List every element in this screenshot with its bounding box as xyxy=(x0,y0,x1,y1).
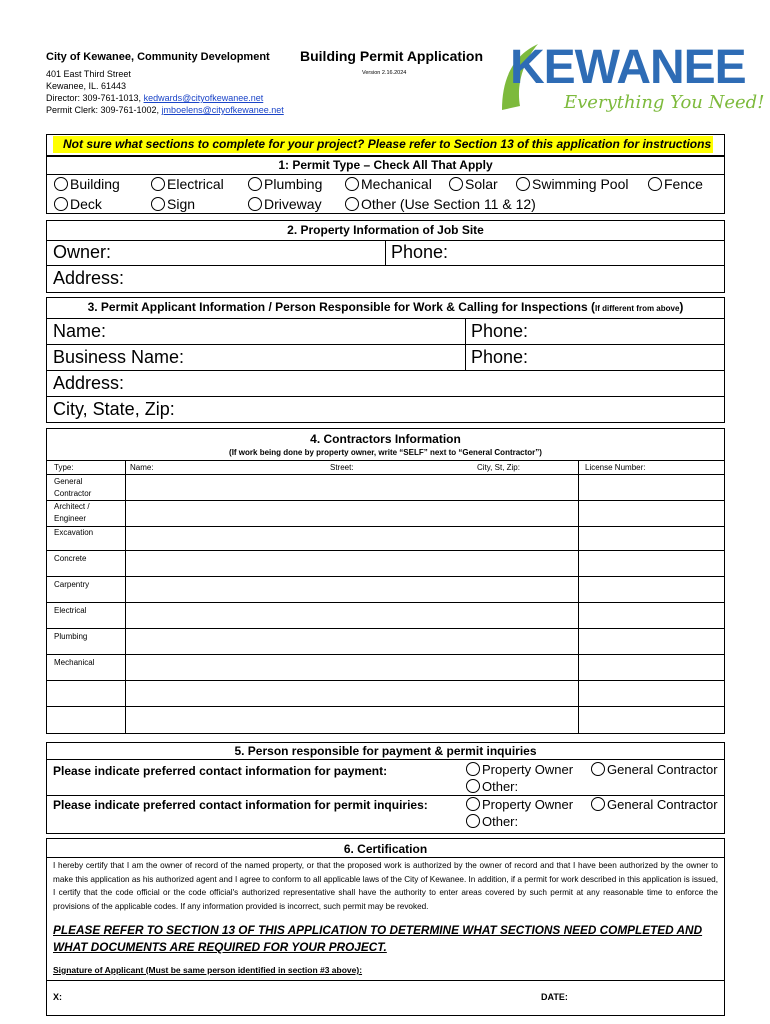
clerk-label: Permit Clerk: 309-761-1002, xyxy=(46,105,162,115)
applicant-name-field[interactable]: Name: xyxy=(53,321,107,341)
divider xyxy=(46,759,725,760)
applicant-city-field[interactable]: City, State, Zip: xyxy=(53,399,175,419)
option-fence[interactable]: Fence xyxy=(648,176,703,192)
notice-text: Not sure what sections to complete for your project? Please refer to Section 13 of this application for instructions xyxy=(53,136,713,153)
payment-contact-label: Please indicate preferred contact information for payment: xyxy=(53,764,388,778)
section-5-title: 5. Person responsible for payment & permit inquiries xyxy=(234,744,537,758)
divider xyxy=(46,550,725,551)
radio-icon[interactable] xyxy=(648,177,662,191)
radio-icon[interactable] xyxy=(466,762,480,776)
kewanee-logo xyxy=(498,40,765,118)
radio-icon[interactable] xyxy=(466,797,480,811)
radio-icon[interactable] xyxy=(54,177,68,191)
inquiries-owner-option[interactable]: Property Owner xyxy=(466,797,573,812)
divider xyxy=(46,526,725,527)
divider xyxy=(46,628,725,629)
payment-gc-option[interactable]: General Contractor xyxy=(591,762,718,777)
director-email-link[interactable]: kedwards@cityofkewanee.net xyxy=(143,93,264,103)
owner-field[interactable]: Owner: xyxy=(53,242,112,262)
divider xyxy=(46,706,725,707)
org-name: City of Kewanee, Community Development xyxy=(46,51,270,63)
business-phone-field[interactable]: Phone: xyxy=(471,347,529,367)
radio-icon[interactable] xyxy=(516,177,530,191)
col-street-header: Street: xyxy=(330,463,354,472)
radio-icon[interactable] xyxy=(591,762,605,776)
type-mechanical: Mechanical xyxy=(54,658,95,667)
type-plumbing: Plumbing xyxy=(54,632,88,641)
address-line-1: 401 East Third Street xyxy=(46,69,131,79)
col-city-header: City, St, Zip: xyxy=(477,463,520,472)
radio-icon[interactable] xyxy=(466,814,480,828)
logo-tagline: Everything You Need! xyxy=(564,92,765,113)
address-line-2: Kewanee, IL. 61443 xyxy=(46,81,127,91)
radio-icon[interactable] xyxy=(151,177,165,191)
type-carpentry: Carpentry xyxy=(54,580,90,589)
inquiries-gc-option[interactable]: General Contractor xyxy=(591,797,718,812)
option-solar[interactable]: Solar xyxy=(449,176,498,192)
option-driveway[interactable]: Driveway xyxy=(248,196,322,212)
radio-icon[interactable] xyxy=(345,177,359,191)
section-3-title: 3. Permit Applicant Information / Person Responsible for Work & Calling for Inspections (If different from above) xyxy=(87,300,684,314)
business-name-field[interactable]: Business Name: xyxy=(53,347,185,367)
property-address-field[interactable]: Address: xyxy=(53,268,125,288)
divider xyxy=(46,576,725,577)
divider xyxy=(46,680,725,681)
divider xyxy=(46,474,725,475)
clerk-contact xyxy=(46,104,284,117)
signature-x-field[interactable]: X: xyxy=(53,992,62,1002)
logo-word: KEWANEE xyxy=(510,41,746,94)
inquiries-other-option[interactable]: Other: xyxy=(466,814,518,829)
form-title: Building Permit Application xyxy=(300,48,484,64)
applicant-address-field[interactable]: Address: xyxy=(53,373,125,393)
section-4-title: 4. Contractors Information xyxy=(310,432,461,446)
payment-owner-option[interactable]: Property Owner xyxy=(466,762,573,777)
option-other[interactable]: Other (Use Section 11 & 12) xyxy=(345,196,536,212)
type-electrical: Electrical xyxy=(54,606,87,615)
divider xyxy=(46,654,725,655)
type-concrete: Concrete xyxy=(54,554,87,563)
divider xyxy=(46,500,725,501)
radio-icon[interactable] xyxy=(248,197,262,211)
radio-icon[interactable] xyxy=(449,177,463,191)
divider xyxy=(46,602,725,603)
date-field[interactable]: DATE: xyxy=(541,992,568,1002)
refer-section-13-text: PLEASE REFER TO SECTION 13 OF THIS APPLICATION TO DETERMINE WHAT SECTIONS NEED COMPLETED AND WHAT DOCUMENTS ARE REQUIRED FOR YOUR PROJECT. xyxy=(53,923,703,954)
certification-text: I hereby certify that I am the owner of record of the named property, or that the proposed work is authorized by the owner of record and that I have been authorized by the owner to make this application as his authorized agent and I agree to conform to all applicable laws of the City of Kewanee. In addition, if a permit for work described in this application is issued, I certify that the code official or the code official's authorized representative shall have the authority to enter areas covered by such permit at any reasonable time to enforce the provisions of the applicable codes. If any information provided is incorrect, such permit may be revoked. xyxy=(53,861,718,911)
divider xyxy=(46,460,725,461)
divider xyxy=(46,265,725,266)
section-6-title: 6. Certification xyxy=(343,842,428,856)
section-4-note: (If work being done by property owner, write “SELF” next to “General Contractor”) xyxy=(229,448,542,457)
section-2-title: 2. Property Information of Job Site xyxy=(287,223,484,237)
section-1-title: 1: Permit Type – Check All That Apply xyxy=(278,158,493,172)
col-name-header: Name: xyxy=(130,463,154,472)
col-license-header: License Number: xyxy=(585,463,646,472)
divider xyxy=(46,857,725,858)
property-phone-field[interactable]: Phone: xyxy=(391,242,449,262)
option-sign[interactable]: Sign xyxy=(151,196,195,212)
clerk-email-link[interactable]: jmboelens@cityofkewanee.net xyxy=(161,105,284,115)
signature-label: Signature of Applicant (Must be same person identified in section #3 above): xyxy=(53,965,363,975)
option-deck[interactable]: Deck xyxy=(54,196,102,212)
director-label: Director: 309-761-1013, xyxy=(46,93,144,103)
inquiries-contact-label: Please indicate preferred contact information for permit inquiries: xyxy=(53,798,428,812)
radio-icon[interactable] xyxy=(345,197,359,211)
director-contact xyxy=(46,92,263,105)
divider xyxy=(578,460,579,734)
type-general-contractor: General Contractor xyxy=(54,477,92,498)
col-type-header: Type: xyxy=(54,463,74,472)
type-architect-engineer: Architect / Engineer xyxy=(54,502,90,523)
option-swimming-pool[interactable]: Swimming Pool xyxy=(516,176,628,192)
divider xyxy=(46,980,725,981)
radio-icon[interactable] xyxy=(248,177,262,191)
divider xyxy=(46,344,725,345)
option-mechanical[interactable]: Mechanical xyxy=(345,176,432,192)
radio-icon[interactable] xyxy=(54,197,68,211)
divider xyxy=(385,240,386,265)
radio-icon[interactable] xyxy=(466,779,480,793)
divider xyxy=(465,318,466,370)
type-excavation: Excavation xyxy=(54,528,94,537)
divider xyxy=(46,795,725,796)
option-electrical[interactable]: Electrical xyxy=(151,176,224,192)
radio-icon[interactable] xyxy=(151,197,165,211)
version-label: Version 2.16.2024 xyxy=(362,70,407,76)
divider xyxy=(125,460,126,734)
payment-other-option[interactable]: Other: xyxy=(466,779,518,794)
applicant-phone-field[interactable]: Phone: xyxy=(471,321,529,341)
divider xyxy=(46,370,725,371)
divider xyxy=(46,174,725,175)
option-plumbing[interactable]: Plumbing xyxy=(248,176,322,192)
option-building[interactable]: Building xyxy=(54,176,120,192)
divider xyxy=(46,318,725,319)
radio-icon[interactable] xyxy=(591,797,605,811)
divider xyxy=(46,396,725,397)
